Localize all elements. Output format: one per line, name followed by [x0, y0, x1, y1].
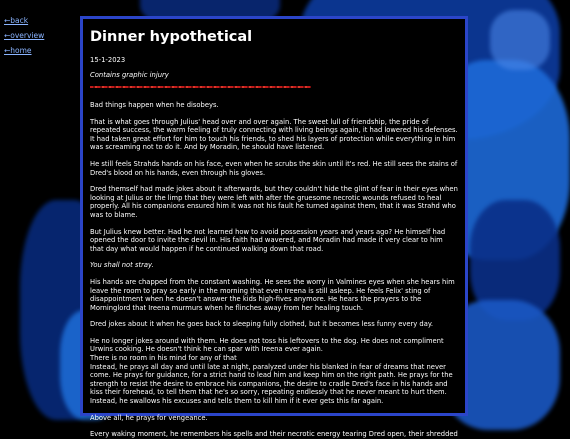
story-paragraph: He still feels Strahds hands on his face, even when he scrubs the skin until it's red. He still sees the stains of Dred's blood on his hands, even through his gloves. [90, 159, 458, 177]
site-nav [4, 13, 44, 58]
story-paragraph: Dred themself had made jokes about it afterwards, but they couldn't hide the glint of fear in their eyes when looking at Julius or the limp that they were left with after the gruesome necrotic wounds refused to heal properly. All his companions ensured him it was not his fault he turned against them, that it was Strahd who was to blame. [90, 185, 458, 219]
story-paragraph: He no longer jokes around with them. He does not toss his leftovers to the dog. He does not compliment Urwins cooking. He doesn't think he can spar with Ireena ever again. There is no room in his mind for any of that Instead, he prays all day and until late at night, paralyzed under his blanked in fear of dreams that never come. He prays for guidance, for a strict hand to lead him and keep him on the right path. He prays for the strength to resist the desire to embrace his companions, the desire to cradle Dred's face in his hands and kiss their forehead, to tell them that he's so sorry, repeating endlessly that he never meant to hurt them. Instead, he swallows his excuses and tells them to kill him if it ever gets this far again. [90, 336, 453, 406]
content-warning: Contains graphic injury [90, 71, 169, 79]
story-paragraph: That is what goes through Julius' head over and over again. The sweet lull of friendship, the pride of repeated success, the warm feeling of truly connecting with living beings again, it had lowered his defenses. It had taken great effort for him to touch his friends, to shed his layers of protection while everything in him was screaming not to do it. And by Moradin, he should have listened. [90, 117, 458, 152]
decorative-divider [90, 86, 311, 88]
story-paragraph: Dred jokes about it when he goes back to sleeping fully clothed, but it becomes less funny every day. [90, 320, 434, 329]
story-paragraph: Every waking moment, he remembers his spells and their necrotic energy tearing Dred open, their shredded [90, 430, 458, 439]
story-body [90, 101, 458, 439]
post-date: 15-1-2023 [90, 56, 126, 64]
story-paragraph: His hands are chapped from the constant washing. He sees the worry in Valmines eyes when she hears him leave the room to pray so early in the morning that even Ireena is still asleep. He feels Felix' sting of disappointment when he doesn't answer the kids high-fives anymore. He hears the prayers to the Morninglord that Ireena murmurs when he flinches away from her healing touch. [90, 277, 455, 312]
story-panel [80, 16, 468, 439]
story-paragraph: Bad things happen when he disobeys. [90, 101, 219, 109]
page-title: Dinner hypothetical [90, 29, 253, 45]
home-link[interactable]: ←home [4, 46, 32, 55]
story-paragraph: Above all, he prays for vengeance. [90, 413, 208, 422]
story-paragraph: But Julius knew better. Had he not learned how to avoid possession years and years ago? He himself had opened the door to invite the devil in. His faith had wavered, and Moradin had made it very clear to him that day what would happen if he continued walking down that road. [90, 227, 446, 253]
overview-link[interactable]: ←overview [4, 31, 45, 40]
story-paragraph: You shall not stray. [90, 261, 154, 270]
back-link[interactable]: ←back [4, 16, 29, 25]
